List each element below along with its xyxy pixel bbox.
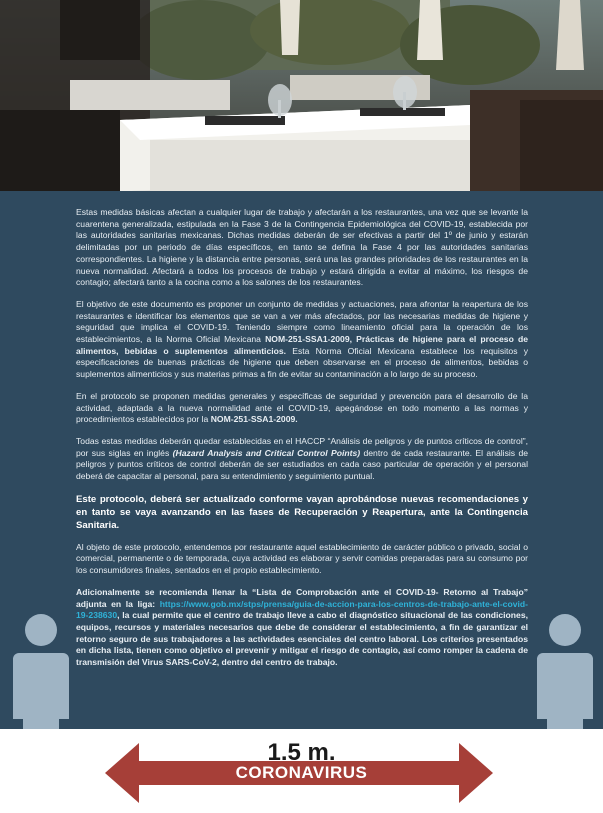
paragraph [76,542,528,577]
haccp-acronym: (Hazard Analysis and Critical Control Points) [172,447,361,458]
paragraph-text: Adicionalmente se recomienda llenar la “Lista de Comprobación ante el COVID-19- Retorno al Trabajo” adjunta en la liga: [76,586,528,609]
paragraph [76,436,528,483]
paragraph-text: Todas estas medidas deberán quedar establecidas en el HACCP “Análisis de peligros y de puntos críticos de control”, por sus siglas en inglés [76,435,528,458]
arrow-label: CORONAVIRUS [235,763,368,782]
distance-label: 1.5 m. [267,739,336,766]
restaurant-terrace-photo [0,0,603,191]
stps-guide-link[interactable]: https://www.gob.mx/stps/prensa/guia-de-accion-para-los-centros-de-trabajo-ante-el-covid-19-238630 [76,598,528,621]
paragraph [76,587,528,669]
paragraph-text: En el protocolo se proponen medidas generales y específicas de seguridad y prevención para el desarrollo de la actividad, adaptada a la nueva normalidad ante el COVID-19, apegándose en todo momento a las normas y procedimientos establecidos por la [76,390,528,425]
paragraph-text: , la cual permite que el centro de trabajo lleve a cabo el diagnóstico situacional de las condiciones, equipos, recursos y materiales necesarios que debe de considerar el establecimiento, a fin de garantizar el retorno seguro de sus trabajadores a las actividades esenciales del centro laboral. Los criterios presentados en dicha lista, tienen como objetivo el prevenir y mitigar el riesgo de contagio, así como romper la cadena de transmisión del Virus SARS-CoV-2, dentro del centro de trabajo. [76,610,528,668]
paragraph-text: Al objeto de este protocolo, entendemos por restaurante aquel establecimiento de carácter público o privado, social o comercial, permanente o de temporada, cuya actividad es elaborar y servir comidas preparadas para su consumo por los consumidores finales, sentados en el propio establecimiento. [76,541,528,576]
paragraph [76,207,528,289]
highlight-paragraph [76,493,528,532]
paragraph [76,299,528,381]
norm-reference: NOM-251-SSA1-2009. [210,414,298,425]
paragraph-text: Estas medidas básicas afectan a cualquier lugar de trabajo y afectarán a los restaurantes, una vez que se levante la cuarentena generalizada, estipulada en la Fase 3 de la Contingencia Epidemiológica del COVID-19, establecida por las autoridades sanitarias mexicanas. Dichas medidas deberán de ser efectivas a partir del 1º de junio y estarán delimitadas por un periodo de días específicos, en tanto se defina la Fase 4 por las autoridades sanitarias correspondientes. La higiene y la distancia entre personas, será una las grandes prioridades de los restaurantes en la nueva normalidad. Afectará a todos los procesos de trabajo y estará dirigida a evitar al máximo, los riesgos de contagio; afectará tanto a la cocina como a los salones de los restaurantes. [76,207,528,288]
paragraph-text: Este protocolo, deberá ser actualizado conforme vayan aprobándose nuevas recomendaciones y en tanto se vaya avanzando en las fases de Recuperación y Reapertura, ante la Contingencia Sanitaria. [76,493,528,531]
header-photo [0,0,603,191]
paragraph [76,391,528,426]
paragraph-text: dentro de cada restaurante. El análisis de peligros y puntos críticos de control deberán de ser estudiados en cada caso particular de operación y el personal deberá de capacitar al personal, para su entendimiento y seguimiento puntual. [76,447,528,482]
body-text [76,207,528,679]
paragraph-text: Esta Norma Oficial Mexicana establece los requisitos y especificaciones de buenas prácticas de higiene que deben observarse en el proceso de alimentos, bebidas o suplementos alimenticios y sus materias primas a fin de evitar su contaminación a lo largo de su proceso. [76,345,528,380]
paragraph-text: El objetivo de este documento es proponer un conjunto de medidas y actuaciones, para afrontar la reapertura de los restaurantes e identificar los elementos que se van a ver más afectados, por las necesarias medidas de higiene y seguridad que implica el COVID-19. Teniendo siempre como lineamiento oficial para la operación de los establecimientos, a la Norma Oficial Mexicana [76,298,528,345]
norm-reference: NOM-251-SSA1-2009, Prácticas de higiene para el proceso de alimentos, bebidas o suplementos alimenticios. [76,334,528,356]
